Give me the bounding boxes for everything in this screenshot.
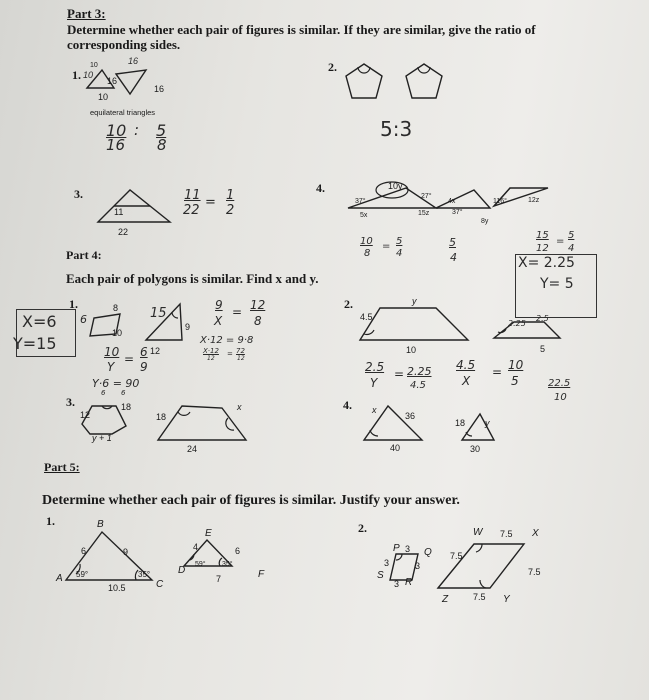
vertex-label: B xyxy=(97,519,104,530)
handwritten-work: 22 xyxy=(183,203,200,218)
vertex-label: W xyxy=(473,527,483,538)
angle-label: 37° xyxy=(355,198,366,205)
side-label: 10 xyxy=(406,345,417,355)
handwritten-work: 10 xyxy=(360,236,373,247)
handwritten-work: 9 xyxy=(215,298,223,312)
side-label: 9 xyxy=(123,547,129,557)
handwritten-work: 5 xyxy=(511,374,519,388)
side-label: 2.5 xyxy=(536,314,549,323)
side-label: 30 xyxy=(470,444,481,454)
side-label: 11 xyxy=(114,207,124,217)
problem-number: 1. xyxy=(46,514,55,528)
side-label: 18 xyxy=(156,412,167,422)
triangles-figure-3 xyxy=(62,526,282,590)
handwritten-work: Y xyxy=(370,376,378,390)
side-label: 18 xyxy=(121,402,132,412)
side-label: 3 xyxy=(405,544,411,554)
handwritten-work: 8 xyxy=(157,136,167,154)
side-label: 9 xyxy=(185,322,191,332)
handwritten-work: 9 xyxy=(140,360,148,374)
handwritten-work: 5 xyxy=(449,236,456,249)
ratio-answer: 5:3 xyxy=(380,117,413,141)
handwritten-work: Y xyxy=(107,360,115,374)
quadrilaterals-figure xyxy=(86,300,196,350)
side-label: 7.5 xyxy=(500,529,513,539)
answer-x: X= 2.25 xyxy=(518,255,575,271)
handwritten-work: Y·6 = 90 xyxy=(92,377,140,390)
vertex-label: D xyxy=(178,565,186,576)
handwritten-work: = xyxy=(232,305,243,319)
handwritten-work: 11 xyxy=(184,188,201,203)
handwritten-work: 5 xyxy=(156,121,167,140)
triangles-figure xyxy=(94,186,174,228)
vertex-label: Z xyxy=(442,594,449,605)
side-label: 12 xyxy=(80,410,91,420)
vertex-label: Y xyxy=(503,594,510,605)
side-label: 22 xyxy=(118,227,129,237)
handwritten-work: 12 xyxy=(536,243,549,254)
handwritten-work: 15 xyxy=(536,230,549,241)
problem-number: 2. xyxy=(328,60,337,74)
vertex-label: S xyxy=(377,570,384,581)
vertex-label: R xyxy=(405,577,413,588)
handwritten-work: : xyxy=(134,121,140,139)
angle-label: 59° xyxy=(195,561,206,568)
vertex-label: P xyxy=(393,543,400,554)
handwritten-work: 10 xyxy=(106,121,127,140)
similar-triangles-figure xyxy=(344,176,574,236)
side-label: 16 xyxy=(128,56,139,66)
side-label: 5x xyxy=(360,212,368,219)
handwritten-work: 12 xyxy=(250,298,266,312)
side-label: 4.5 xyxy=(360,312,373,322)
trapezoids-figure xyxy=(356,296,596,346)
handwritten-work: 12 xyxy=(237,355,245,362)
side-label: y xyxy=(412,296,417,306)
side-label: 16 xyxy=(107,76,118,86)
side-label: 6 xyxy=(80,313,87,326)
angle-label: 59° xyxy=(76,570,89,579)
handwritten-work: 4.5 xyxy=(456,358,476,372)
handwritten-work: X·12 xyxy=(203,347,219,355)
figure-caption: equilateral triangles xyxy=(90,108,156,117)
problem-number: 2. xyxy=(344,297,353,311)
answer-x: X=6 xyxy=(22,312,57,331)
handwritten-work: 10 xyxy=(554,392,567,403)
side-label: 3 xyxy=(384,558,390,568)
handwritten-work: 2.25 xyxy=(407,365,432,378)
handwritten-work: 6 xyxy=(140,345,148,359)
side-label: 6 xyxy=(235,546,241,556)
handwritten-work: 16 xyxy=(106,136,126,154)
part5-heading: Part 5: xyxy=(44,460,80,474)
handwritten-work: = xyxy=(556,236,565,247)
side-label: 16 xyxy=(154,84,165,94)
side-label: 7.5 xyxy=(473,592,486,602)
side-label: 10 xyxy=(83,70,94,80)
handwritten-work: = xyxy=(492,365,503,379)
side-label: 4 xyxy=(193,542,199,552)
side-label: 7.5 xyxy=(450,551,463,561)
part3-instructions: Determine whether each pair of figures is similar. If they are similar, give the ratio of corresponding sides. xyxy=(67,22,536,52)
part3-heading: Part 3: xyxy=(67,6,106,21)
handwritten-work: 8 xyxy=(364,248,371,259)
handwritten-work: 10 xyxy=(104,345,120,359)
vertex-label: A xyxy=(56,573,63,584)
handwritten-work: 12 xyxy=(207,355,215,362)
handwritten-work: 4 xyxy=(450,251,457,264)
handwritten-work: 6 xyxy=(121,389,126,397)
angle-label: 35° xyxy=(138,570,151,579)
problem-number: 1. xyxy=(69,297,78,311)
angle-label: 37° xyxy=(452,209,463,216)
side-label: 2.25 xyxy=(508,319,526,328)
side-label: 8y xyxy=(481,218,489,225)
side-label: 10 xyxy=(98,92,109,102)
handwritten-work: 6 xyxy=(101,389,106,397)
part4-instructions: Each pair of polygons is similar. Find x and y. xyxy=(66,271,319,286)
handwritten-work: = xyxy=(394,367,405,381)
side-label: 10.5 xyxy=(108,583,126,593)
problem-number: 4. xyxy=(316,181,325,195)
part4-heading: Part 4: xyxy=(66,248,102,262)
handwritten-work: 5 xyxy=(396,236,403,247)
angle-label: 116° xyxy=(493,198,507,205)
triangles-figure-2 xyxy=(360,400,530,446)
problem-number: 3. xyxy=(74,187,83,201)
pentagons-figure xyxy=(340,58,450,108)
handwritten-work: 2.5 xyxy=(365,360,385,374)
vertex-label: E xyxy=(205,528,212,539)
side-label: x xyxy=(237,402,242,412)
side-label: 10 xyxy=(112,328,123,338)
side-label: 12z xyxy=(528,197,540,204)
handwritten-work: = xyxy=(227,350,233,358)
side-label: 5 xyxy=(540,344,546,354)
side-label: 3 xyxy=(394,579,400,589)
side-label: x xyxy=(372,405,377,415)
handwritten-work: = xyxy=(205,195,216,210)
handwritten-work: 10 xyxy=(508,358,524,372)
side-label: 4x xyxy=(448,198,456,205)
problem-number: 4. xyxy=(343,398,352,412)
side-label: 15 xyxy=(150,306,167,321)
side-label: 12 xyxy=(150,346,161,356)
side-label: 7 xyxy=(216,574,222,584)
handwritten-work: X xyxy=(214,314,223,328)
handwritten-work: 8 xyxy=(254,314,262,328)
handwritten-work: X xyxy=(462,374,471,388)
side-label: 40 xyxy=(390,443,401,453)
part5-instructions: Determine whether each pair of figures is similar. Justify your answer. xyxy=(42,493,460,508)
side-label: 18 xyxy=(455,418,466,428)
handwritten-work: 4 xyxy=(396,248,403,259)
side-label: y xyxy=(485,418,490,428)
problem-number: 3. xyxy=(66,395,75,409)
problem-number: 1. xyxy=(72,68,81,82)
side-label: 6 xyxy=(81,546,87,556)
answer-box xyxy=(13,309,76,357)
answer-y: Y= 5 xyxy=(540,276,574,292)
answer-y: Y=15 xyxy=(13,334,57,353)
angle-label: 35° xyxy=(222,561,233,568)
problem-number: 2. xyxy=(358,521,367,535)
handwritten-work: 1 xyxy=(226,188,235,203)
handwritten-work: 2 xyxy=(226,203,235,218)
handwritten-work: 72 xyxy=(236,347,245,355)
vertex-label: F xyxy=(258,569,265,580)
vertex-label: C xyxy=(156,579,164,590)
side-label: 10y xyxy=(388,181,403,191)
handwritten-work: = xyxy=(382,241,391,252)
handwritten-work: = xyxy=(124,352,135,366)
side-label: y + 1 xyxy=(92,433,112,443)
handwritten-work: X·12 = 9·8 xyxy=(200,335,254,346)
side-label: 8 xyxy=(113,303,119,313)
side-label: 24 xyxy=(187,444,198,454)
handwritten-work: 4.5 xyxy=(410,380,426,391)
vertex-label: Q xyxy=(424,547,432,558)
handwritten-work: 22.5 xyxy=(548,378,571,389)
side-label: 7.5 xyxy=(528,567,541,577)
side-label: 10 xyxy=(90,62,98,69)
handwritten-work: 4 xyxy=(568,243,575,254)
side-label: 15z xyxy=(418,210,430,217)
side-label: 36 xyxy=(405,411,416,421)
handwritten-work: 5 xyxy=(568,230,575,241)
angle-label: 27° xyxy=(421,193,432,200)
vertex-label: X xyxy=(532,528,539,539)
side-label: 3 xyxy=(415,561,421,571)
